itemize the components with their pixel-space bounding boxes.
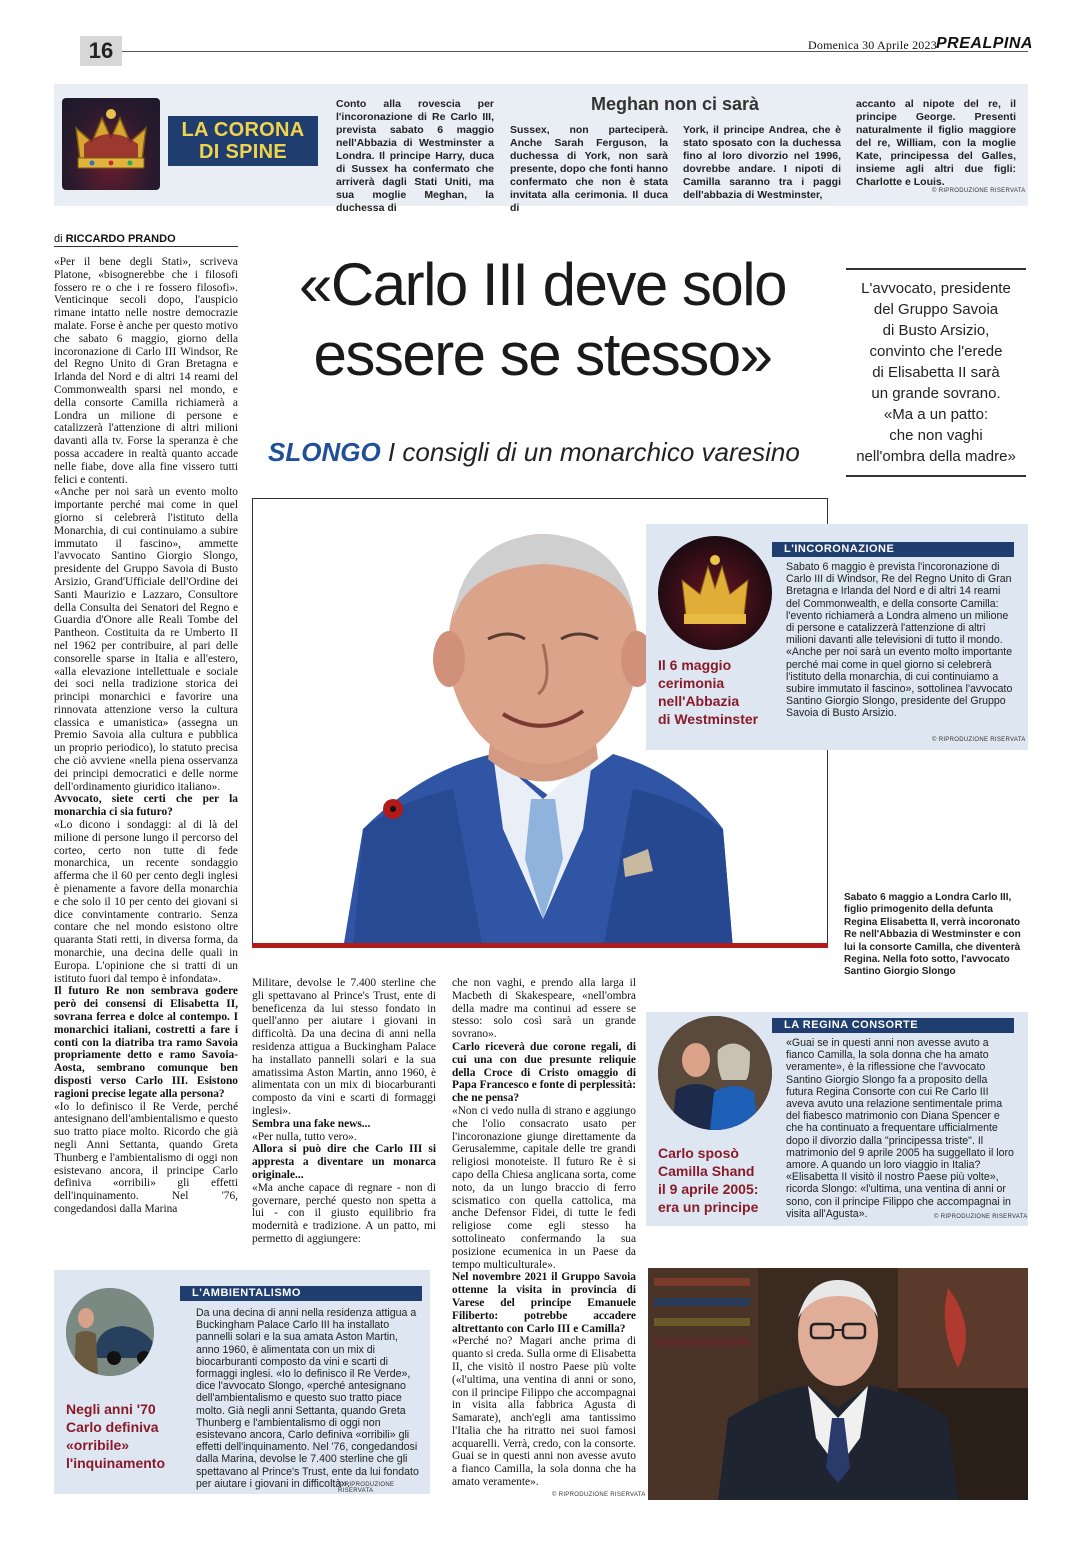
byline [54,233,176,245]
regina-box [646,1012,1028,1226]
ambientalismo-caption-line: l'inquinamento [66,1455,165,1471]
incoronazione-box [646,524,1028,750]
article-paragraph: «Per il bene degli Stati», scriveva Platone, «bisognerebbe che i filosofi fossero re o che i re fossero filosofi». Venticinque secoli dopo, l'auspicio rimane intatto nelle nostre democrazie malate. Forse è anche per questo motivo che sabato 6 maggio, giorno della incoronazione di Carlo III Windsor, Re del Regno Unito di Gran Bretagna e Irlanda del Nord e di altri 14 reami del Commonwealth sparsi nel mondo, e della consorte Camilla richiamerà a Londra un milione di persone e catalizzerà l'attenzione di altri milioni davanti alla tv. Forse la speranza è che possa accadere in realtà quanto accade nelle fiabe, dove alla fine vissero tutti felici e contenti. [54,256,238,486]
car-photo [66,1288,154,1376]
royal-couple-photo [658,1016,772,1130]
regina-text: «Guai se in questi anni non avesse avuto a fianco Camilla, la sola donna che ha amato veramente», è la riflessione che l'avvocato Santino Giorgio Slongo fa a proposito della futura Regina Consorte con cui Re Carlo III aveva avuto una relazione sentimentale prima del fiabesco matrimonio con Diana Spencer e che ha continuato a frequentare ufficialmente dopo il divorzio dalla "principessa triste". Il matrimonio del 9 aprile 2005 ha suggellato il loro amore. A quando un loro viaggio in Italia? «Elisabetta II visitò il nostro Paese più volte», ricorda Slongo: «l'ultima, una ventina di anni or sono, con il principe Filippo che accompagnai in visita all'Agusta». [786,1037,1014,1220]
article-paragraph: «Io lo definisco il Re Verde, perché antesignano dell'ambientalismo e questo suo tratto piace molto. Ricordo che già negli Anni Settanta, quando Greta Thunberg e l'ambientalismo di oggi non esistevano ancora, il principe Carlo definiva «orribili» gli effetti dell'inquinamento. Nel '76, congedandosi dalla Marina [54,1100,238,1215]
incoronazione-text: Sabato 6 maggio è prevista l'incoronazione di Carlo III di Windsor, Re del Regno Unito di Gran Bretagna e Irlanda del Nord e di altri 14 reami del Commonwealth, e della consorte Camilla: l'evento richiamerà a Londra almeno un milione di persone e catalizzerà l'attenzione di altri milioni davanti alle televisioni di tutto il mondo. «Anche per noi sarà un evento molto importante perché mai come in quel giorno si celebrerà l'istituto della monarchia, di cui continuiamo a subire immutato il fascino», sottolinea l'avvocato Santino Giorgio Slongo, presidente del Gruppo Savoia di Busto Arsizio. [786,561,1013,720]
subheadline [268,437,800,468]
article-paragraph: «Per nulla, tutto vero». [252,1130,357,1143]
subheadline-kicker: SLONGO [268,437,381,467]
crown-photo [62,98,160,190]
newspaper-logo: PREALPINA [936,35,1033,52]
ambientalismo-text: Da una decina di anni nella residenza attigua a Buckingham Palace Carlo III ha installato pannelli solari e la sua amata Aston Martin, anno 1960, è alimentata con un mix di biocarburanti composto da vini e scarti di formaggi inglesi. «Io lo definisco il Re Verde», dice l'avvocato Slongo, «perché antesignano dell'ambientalismo e questo suo tratto piace molto. Già negli anni Settanta, quando Greta Thunberg e l'ambientalismo di oggi non esistevano ancora, Carlo definiva «orribili» gli effetti dell'inquinamento. Nel '76, congedandosi dalla Marina, devolse le 7.400 sterline che gli spettavano al Prince's Trust, ente da lui fondato per aiutare i giovani in difficoltà». [196,1307,419,1490]
subheadline-text: I consigli di un monarchico varesino [387,437,800,467]
side-quote [846,268,1026,477]
top-headline: Meghan non ci sarà [590,94,760,114]
crown-circle-photo [658,536,772,650]
byline-rule [54,246,238,247]
series-title-line2: DI SPINE [199,141,287,163]
series-title-line1: LA CORONA [181,119,305,141]
article-question: Avvocato, siete certi che per la monarchia ci sia futuro? [54,793,238,819]
article-question: Nel novembre 2021 il Gruppo Savoia ottenne la visita in provincia di Varese del principe Emanuele Filiberto: potrebbe accadere altrettanto con Carlo III e Camilla? [452,1271,636,1335]
ambientalismo-caption [66,1400,186,1472]
crown-icon [62,98,160,190]
top-col-2: Sussex, non parteciperà. Anche Sarah Ferguson, la duchessa di York, non sarà presente, dopo che fonti hanno confermato che non è stata invitata alla cerimonia. Il duca di [510,124,668,214]
page-number: 16 [80,36,122,66]
incoronazione-caption-line: Il 6 maggio [658,657,732,673]
side-quote-line: L'avvocato, presidente [861,280,1011,297]
article-paragraph: che non vaghi, e prendo alla larga il Macbeth di Skakespeare, «nell'ombra della madre ma continui ad essere se stesso: solo così sarà un grande sovrano». [452,977,636,1041]
regina-caption-line: era un principe [658,1199,759,1215]
incoronazione-caption-line: di Westminster [658,711,759,727]
lawyer-portrait-illustration [648,1268,1028,1500]
article-paragraph: «Perché no? Magari anche prima di quanto si creda. Sulla orme di Elisabetta II, che visitò il nostro Paese più volte («l'ultima, una ventina di anni or sono, con il principe Filippo che accompagnai in visita alla fabbrica Agusta di Samarate), anch'egli ama tantissimo l'Italia che ha ritratto nei suoi famosi acquarelli. Verrà, credo, con la consorte. Guai se in questi anni non avesse avuto a fianco Camilla, la sola donna che ha amato veramente». [452,1335,636,1489]
article-column-2 [252,977,436,1267]
article-question: Il futuro Re non sembrava godere però dei consensi di Elisabetta II, sovrana ferrea e dolce al contempo. I monarchici italiani, costretti a fare i conti con la diatriba tra ramo Savoia propriamente detto e ramo Savoia-Aosta, sembrano comunque ben disposti verso Carlo III. Esistono ragioni precise legate alla persona? [54,985,238,1100]
regina-caption [658,1144,778,1216]
couple-portrait-icon [658,1016,772,1130]
side-quote-line: di Busto Arsizio, [882,322,990,339]
article-copyright: © RIPRODUZIONE RISERVATA [552,1492,646,1498]
headline-line1: «Carlo III deve solo [299,251,786,318]
byline-prefix: di [54,233,63,245]
headline-line2: essere se stesso» [313,321,772,388]
incoronazione-caption-line: cerimonia [658,675,725,691]
photo-caption: Sabato 6 maggio a Londra Carlo III, figlio primogenito della defunta Regina Elisabetta II, verrà incoronato Re nell'Abbazia di Westminster e con lui la consorte Camilla, che diventerà Regina. Nella foto sotto, l'avvocato Santino Giorgio Slongo [844,892,1021,978]
incoronazione-copyright: © RIPRODUZIONE RISERVATA [932,737,1026,743]
side-quote-line: un grande sovrano. [871,385,1001,402]
top-col-3: York, il principe Andrea, che è stato sposato con la duchessa fino al loro divorzio nel 1996, dovrebbe andare. I nipoti di Camilla saranno tra i paggi dell'abbazia di Westminster, [683,124,841,201]
incoronazione-caption [658,656,778,728]
side-quote-line: di Elisabetta II sarà [872,364,1000,381]
article-paragraph: «Lo dicono i sondaggi: al di là del milione di persone lungo il percorso del corteo, certo non tutte di fede monarchica, un recente sondaggio afferma che il 60 per cento degli inglesi è pienamente a favore della monarchia e che solo il 10 per cento dei giovani si dice convintamente contrario. Senza contare che nel mondo esistono oltre quaranta Stati retti, in diversa forma, da monarchie, una decina delle quali in Europa. L'opinione che si tratti di un istituto fuori dal tempo è infondata». [54,819,238,985]
top-col-1: Conto alla rovescia per l'incoronazione di Re Carlo III, prevista sabato 6 maggio nell'Abbazia di Westminster a Londra. Il principe Harry, duca di Sussex ha confermato che arriverà dagli Stati Uniti, ma sua moglie Meghan, la duchessa di [336,98,494,214]
series-title [168,116,318,166]
side-quote-line: «Ma a un patto: [883,406,989,423]
ambientalismo-section-label: L'AMBIENTALISMO [180,1286,422,1301]
article-paragraph: «Non ci vedo nulla di strano e aggiungo che l'olio consacrato usato per l'incoronazione giunge direttamente da Gerusalemme, capitale delle tre grandi religiosi monoteiste. Il futuro Re è si capo della Chiesa anglicana sorta, come noto, da un lungo braccio di ferro scismatico con quella cattolica, ma anche Defensor Fidei, di tutte le fedi religiose come egli stesso ha sottolineato confermando la sua posizione ecumenica in un Paese da tempo multiculturale». [452,1104,636,1271]
ambientalismo-copyright: © RIPRODUZIONE RISERVATA [338,1482,395,1494]
article-question: Allora si può dire che Carlo III si appresta a diventare un monarca originale... [252,1143,436,1181]
header-date: Domenica 30 Aprile 2023 [808,38,937,52]
side-quote-line: convinto che l'erede [869,343,1003,360]
top-copyright: © RIPRODUZIONE RISERVATA [932,188,1026,194]
main-headline [250,250,835,390]
side-quote-line: del Gruppo Savoia [873,301,999,318]
byline-author: RICCARDO PRANDO [65,233,176,245]
side-quote-line: nell'ombra della madre» [856,448,1016,465]
article-paragraph: «Anche per noi sarà un evento molto importante perché mai come in quel giorno si celebrerà l'istituto della Monarchia, di cui continuiamo a subire immutato il fascino», ammette l'avvocato Santino Giorgio Slongo, presidente del Gruppo Savoia di Busto Arsizio, Grand'Ufficiale dell'Ordine dei Santi Maurizio e Lazzaro, Consultore della Consulta dei Senatori del Regno e Guardia d'Onore alle Reali Tombe del Pantheon. Costituita da re Umberto II nel 1962 per contribuire, al pari delle consorelle sparse in Italia e all'estero, «alla elevazione intellettuale e sociale dei soci nella tradizione storica dei principi monarchici e favorire una rinnovata attenzione verso la cultura classica e umanistica» (assegna un Premio Savoia alla cultura e pubblica un proprio periodico), lo statuto precisa che ciò avviene «nella piena osservanza dei principi democratici e delle norme dell'ordinamento giuridico italiano». [54,486,238,793]
article-paragraph: Militare, devolse le 7.400 sterline che gli spettavano al Prince's Trust, ente di beneficenza da lui stesso fondato in quell'anno per aiutare i giovani in difficoltà. Da una decina di anni nella residenza attigua a Buckingham Palace ha installato pannelli solari e la sua amatissima Aston Martin, anno 1960, è alimentata con un mix di biocarburanti composto da vini e scarti di formaggi inglesi». [252,977,436,1117]
incoronazione-caption-line: nell'Abbazia [658,693,740,709]
side-quote-line: che non vaghi [889,427,983,444]
ambientalismo-caption-line: Carlo definiva [66,1419,159,1435]
regina-section-label: LA REGINA CONSORTE [772,1018,1014,1033]
incoronazione-section-label: L'INCORONAZIONE [772,542,1014,557]
top-col-4: accanto al nipote del re, il principe George. Presenti naturalmente il figlio maggiore del re, William, con la moglie Kate, principessa del Galles, insieme agli altri due figli: Charlotte e Louis. [856,98,1016,188]
article-column-1 [54,256,238,1268]
article-paragraph: «Ma anche capace di regnare - non di governare, perché questo non spetta a lui - con il giusto equilibrio fra modernità e tradizione. A un patto, mi permetto di aggiungere: [252,1181,436,1245]
ambientalismo-caption-line: Negli anni '70 [66,1401,156,1417]
crown-icon [658,536,772,650]
article-question: Carlo riceverà due corone regali, di cui una con due presunte reliquie della Croce di Cristo omaggio di Papa Francesco e fonte di perplessità: che ne pensa? [452,1040,636,1105]
photo-red-bar [252,943,828,948]
ambientalismo-box [54,1270,430,1494]
regina-caption-line: il 9 aprile 2005: [658,1181,759,1197]
article-column-3 [452,977,636,1489]
car-portrait-icon [66,1288,154,1376]
regina-caption-line: Camilla Shand [658,1163,755,1179]
regina-caption-line: Carlo sposò [658,1145,739,1161]
ambientalismo-caption-line: «orribile» [66,1437,130,1453]
lawyer-photo [648,1268,1028,1500]
article-question: Sembra una fake news... [252,1117,371,1130]
regina-copyright: © RIPRODUZIONE RISERVATA [934,1214,1028,1220]
